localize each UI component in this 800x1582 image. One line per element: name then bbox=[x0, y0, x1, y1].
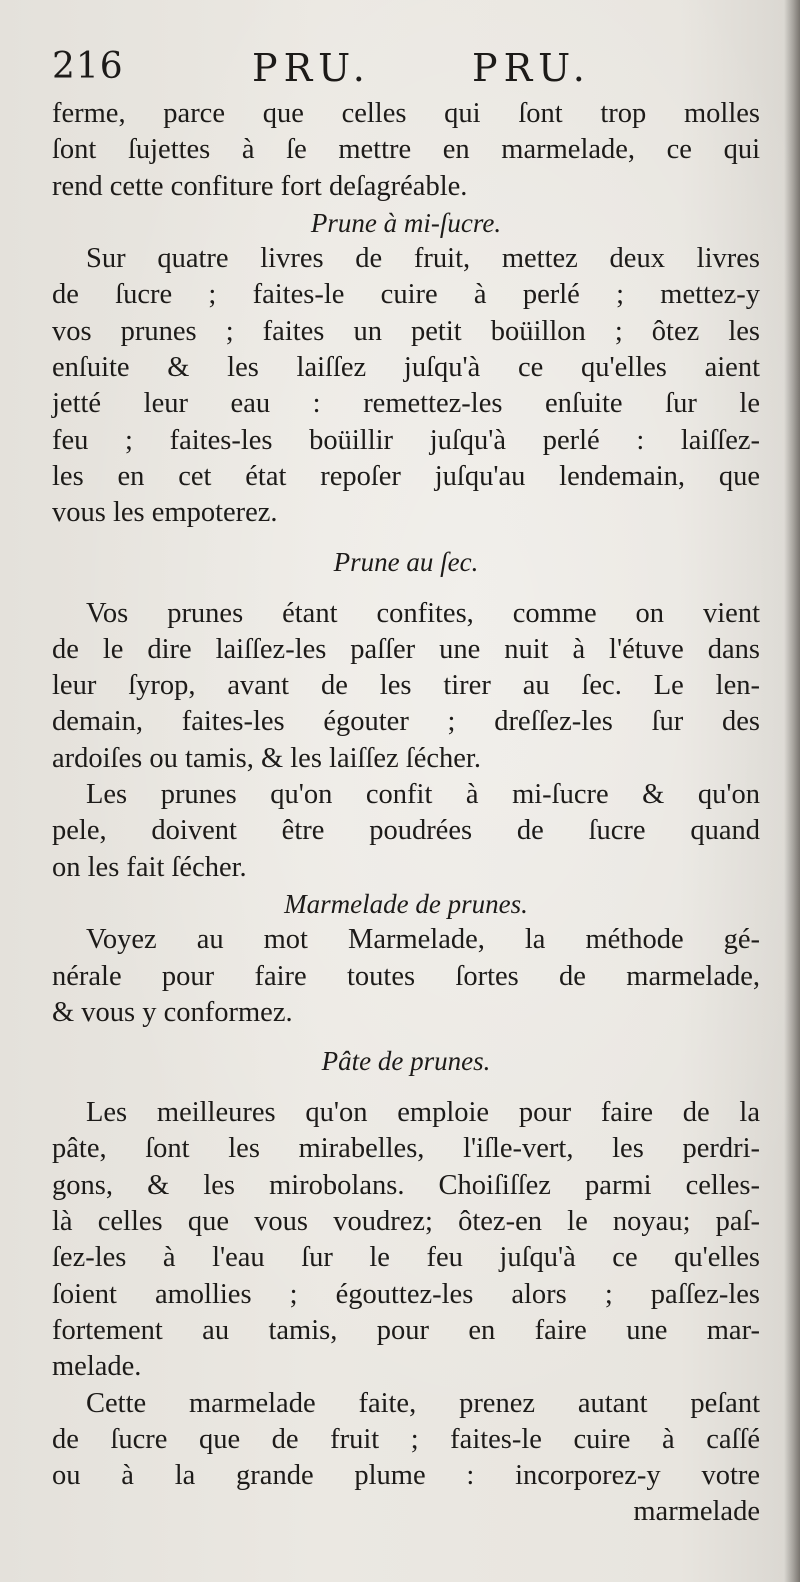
page-number: 216 bbox=[52, 46, 124, 87]
text-line: nérale pour faire toutes ſortes de marmelade, bbox=[52, 960, 760, 992]
text-line: vous les empoterez. bbox=[52, 497, 278, 529]
text-line: Les prunes qu'on confit à mi-ſucre & qu'on bbox=[86, 779, 760, 811]
page-header bbox=[52, 40, 752, 96]
text-line: ou à la grande plume : incorporez-y votre bbox=[52, 1460, 760, 1492]
text-line: & vous y conformez. bbox=[52, 996, 293, 1028]
text-line: demain, faites-les égouter ; dreſſez-les ſur des bbox=[52, 706, 760, 738]
section-heading-prune-mi-sucre: Prune à mi-ſucre. bbox=[310, 207, 502, 238]
text-line: de ſucre que de fruit ; faites-le cuire à caſſé bbox=[52, 1423, 760, 1455]
text-line: feu ; faites-les boüillir juſqu'à perlé : laiſſez- bbox=[52, 424, 760, 456]
text-line: vos prunes ; faites un petit boüillon ; ôtez les bbox=[52, 315, 760, 347]
page-gutter-shadow bbox=[784, 0, 800, 1582]
running-head-left: PRU. bbox=[252, 46, 371, 90]
text-line: melade. bbox=[52, 1351, 142, 1383]
text-line: là celles que vous voudrez; ôtez-en le noyau; paſ- bbox=[52, 1206, 760, 1238]
text-line: fortement au tamis, pour en faire une mar- bbox=[52, 1314, 760, 1346]
text-line: rend cette confiture fort deſagréable. bbox=[52, 170, 468, 202]
section-heading-pate-de-prunes: Pâte de prunes. bbox=[321, 1046, 491, 1077]
page-body-text bbox=[52, 96, 760, 1531]
text-line: Voyez au mot Marmelade, la méthode gé- bbox=[86, 924, 760, 956]
text-line: ſont ſujettes à ſe mettre en marmelade, ce qui bbox=[52, 134, 760, 166]
text-line: de le dire laiſſez-les paſſer une nuit à l'étuve dans bbox=[52, 633, 760, 665]
text-line: ardoiſes ou tamis, & les laiſſez ſécher. bbox=[52, 742, 481, 774]
text-line: leur ſyrop, avant de les tirer au ſec. Le len- bbox=[52, 670, 760, 702]
text-line: enſuite & les laiſſez juſqu'à ce qu'elles aient bbox=[52, 352, 760, 384]
text-line: Vos prunes étant confites, comme on vient bbox=[86, 597, 760, 629]
text-line: ſez-les à l'eau ſur le feu juſqu'à ce qu'elles bbox=[52, 1242, 760, 1274]
text-line: les en cet état repoſer juſqu'au lendemain, que bbox=[52, 460, 760, 492]
section-heading-marmelade-de-prunes: Marmelade de prunes. bbox=[284, 888, 528, 919]
text-line: Sur quatre livres de fruit, mettez deux livres bbox=[86, 243, 760, 275]
text-line: ferme, parce que celles qui ſont trop molles bbox=[52, 98, 760, 129]
text-line: jetté leur eau : remettez-les enſuite ſur le bbox=[52, 388, 760, 420]
text-line: pele, doivent être poudrées de ſucre quand bbox=[52, 815, 760, 847]
text-line: ſoient amollies ; égouttez-les alors ; paſſez-les bbox=[52, 1278, 760, 1310]
text-line: pâte, ſont les mirabelles, l'iſle-vert, les perdri- bbox=[52, 1133, 760, 1165]
text-line: on les fait ſécher. bbox=[52, 851, 247, 883]
text-line: Les meilleures qu'on emploie pour faire de la bbox=[86, 1097, 760, 1129]
text-line: Cette marmelade faite, prenez autant peſant bbox=[86, 1387, 760, 1419]
section-heading-prune-au-sec: Prune au ſec. bbox=[333, 546, 479, 577]
catchword: marmelade bbox=[633, 1496, 760, 1528]
running-head-right: PRU. bbox=[472, 46, 591, 90]
text-line: gons, & les mirobolans. Choiſiſſez parmi celles- bbox=[52, 1169, 760, 1201]
text-line: de ſucre ; faites-le cuire à perlé ; mettez-y bbox=[52, 279, 760, 311]
